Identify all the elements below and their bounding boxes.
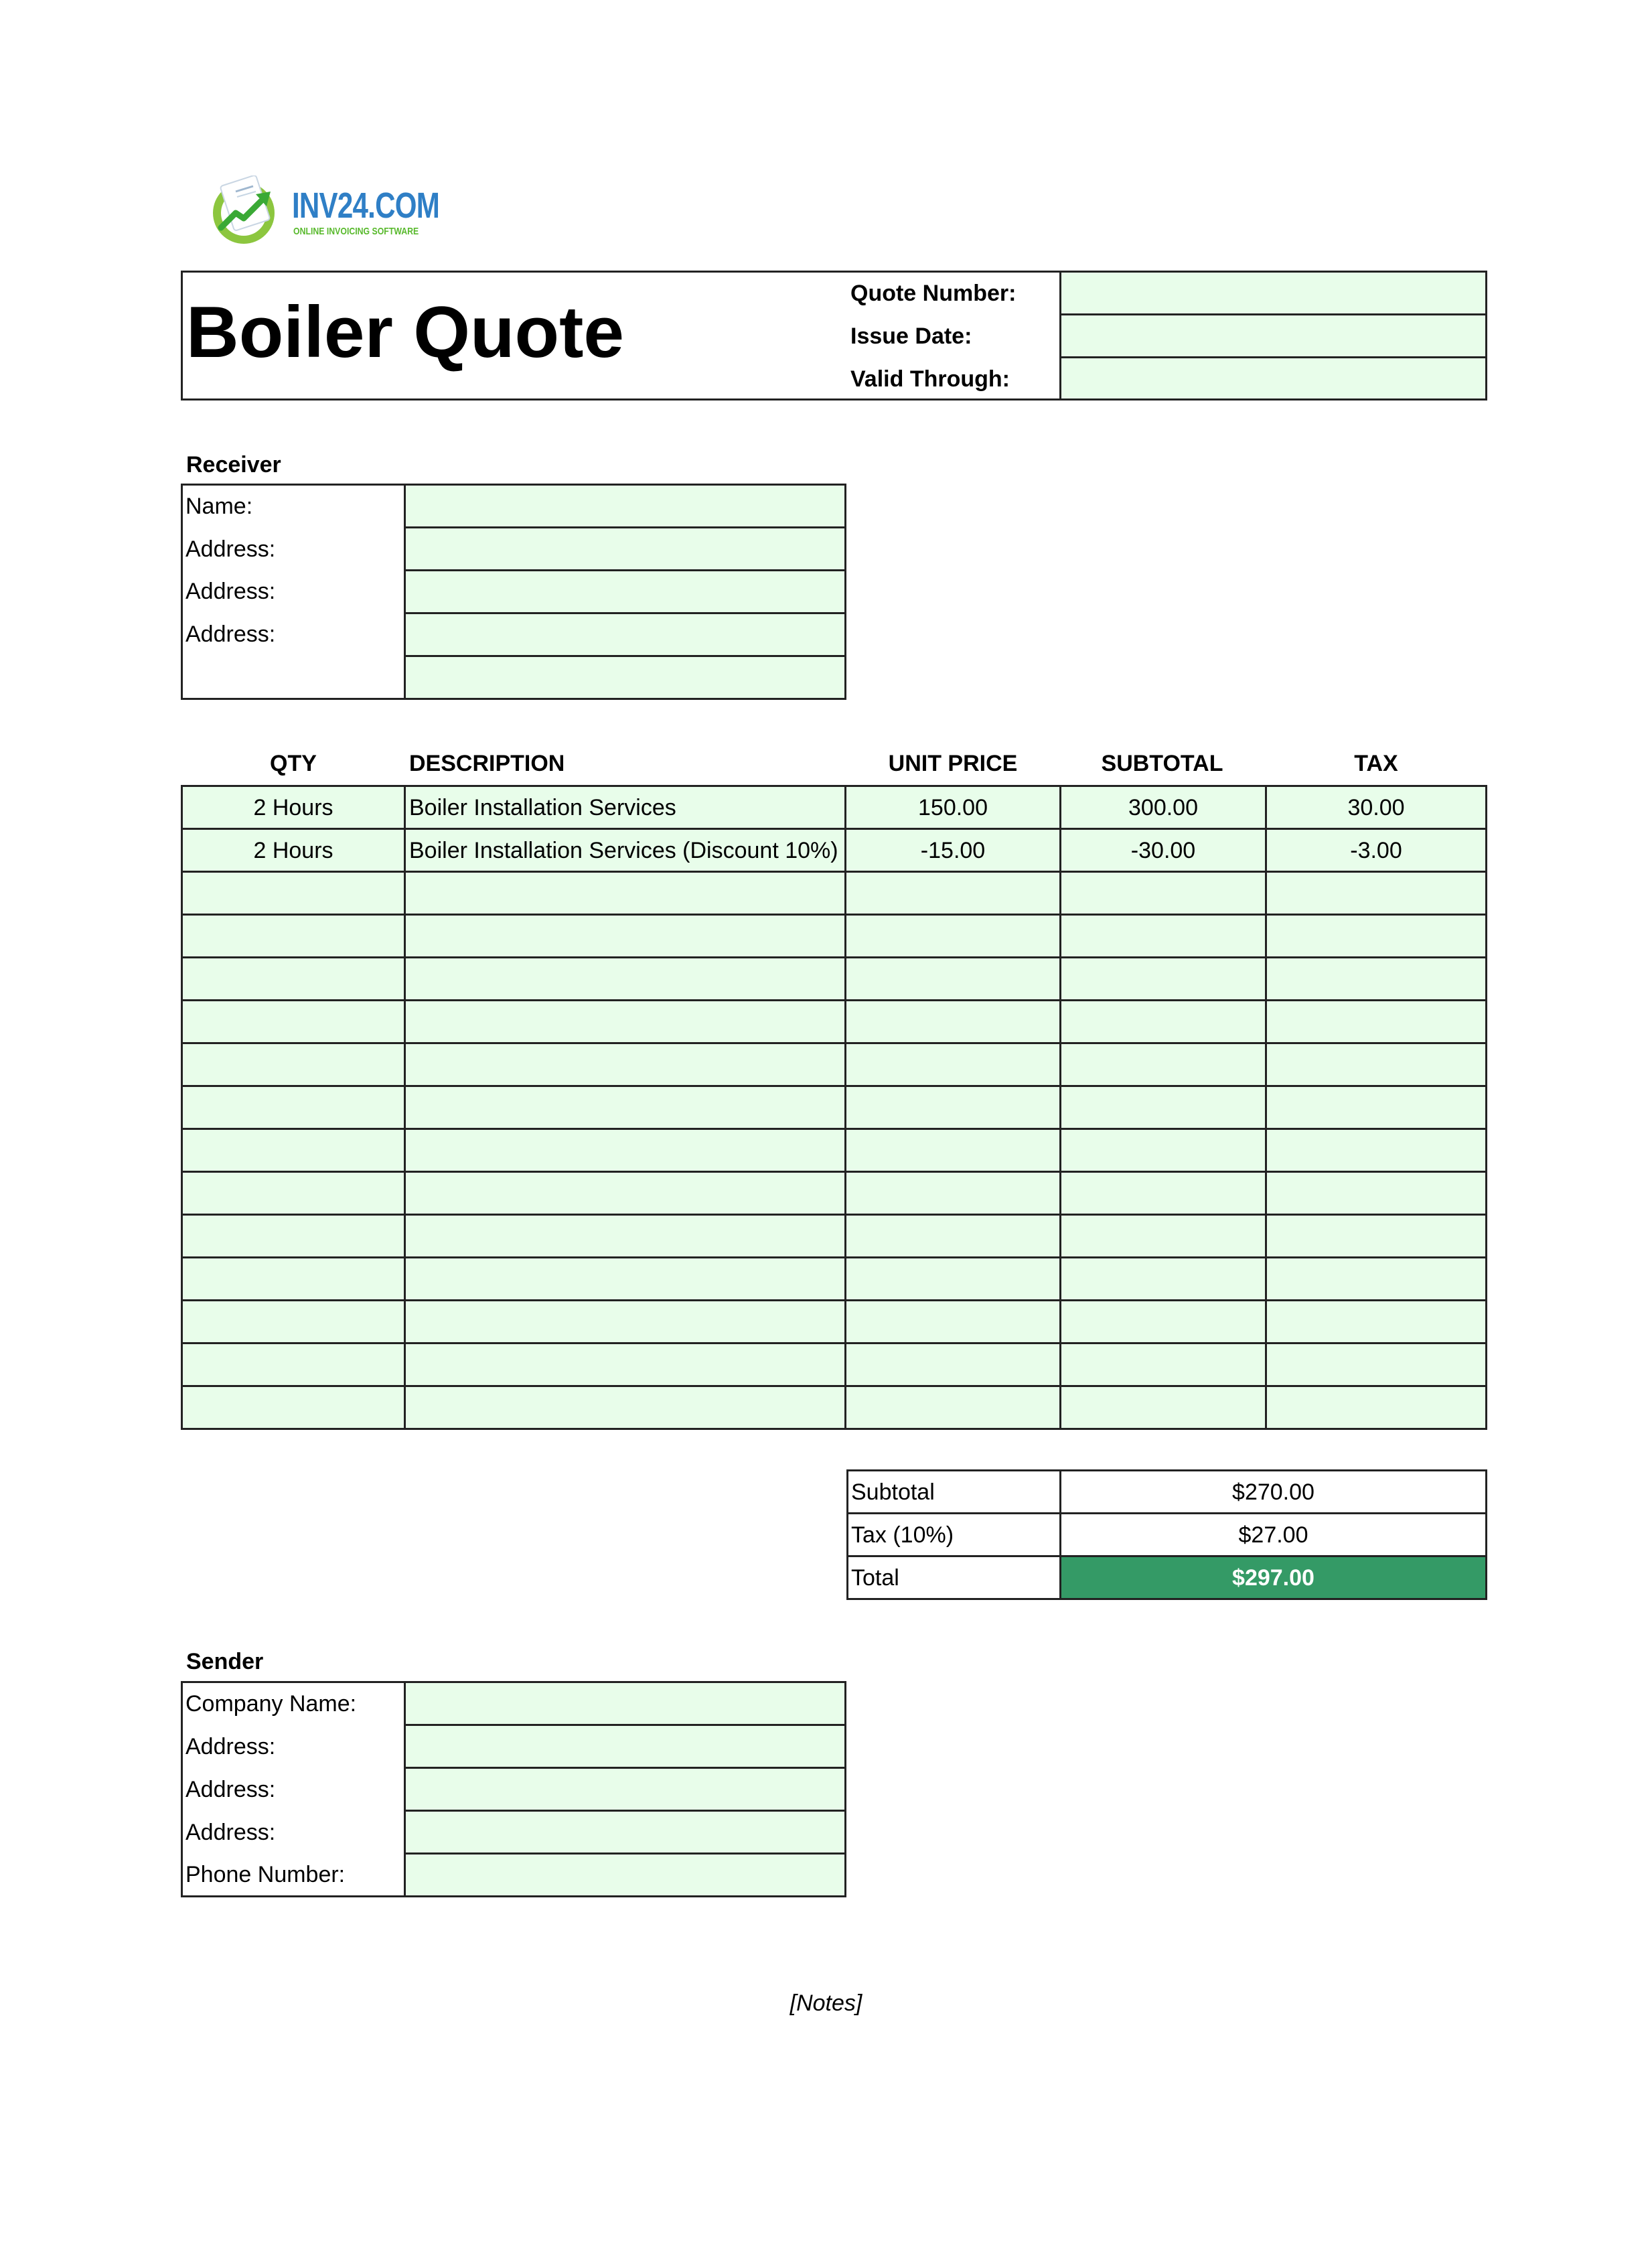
- item-cell-description[interactable]: [404, 1385, 846, 1430]
- item-cell-description[interactable]: [404, 871, 846, 916]
- item-cell-unit-price[interactable]: [844, 956, 1061, 1001]
- item-cell-qty[interactable]: [181, 1385, 406, 1430]
- item-cell-qty[interactable]: [181, 1128, 406, 1173]
- item-cell-subtotal[interactable]: [1059, 1214, 1267, 1258]
- item-description-text: Boiler Installation Services: [409, 795, 676, 820]
- item-tax-text: 30.00: [1347, 795, 1405, 820]
- item-cell-subtotal[interactable]: [1059, 1085, 1267, 1130]
- item-cell-subtotal[interactable]: [1059, 999, 1267, 1044]
- receiver-address-label: Address:: [185, 622, 276, 647]
- item-subtotal-text: -30.00: [1130, 838, 1196, 863]
- item-cell-subtotal[interactable]: [1059, 1042, 1267, 1087]
- item-cell-subtotal[interactable]: [1059, 1385, 1267, 1430]
- item-cell-unit-price[interactable]: [844, 914, 1061, 958]
- receiver-extra-field[interactable]: [404, 655, 846, 700]
- item-cell-qty[interactable]: [181, 785, 406, 830]
- item-cell-qty[interactable]: [181, 1085, 406, 1130]
- item-cell-qty[interactable]: [181, 1299, 406, 1344]
- receiver-name-field[interactable]: [404, 484, 846, 528]
- tax-label: Tax (10%): [851, 1522, 954, 1548]
- item-cell-tax[interactable]: [1265, 914, 1487, 958]
- notes-text: [Notes]: [790, 1990, 862, 2016]
- item-cell-subtotal[interactable]: [1059, 1171, 1267, 1216]
- total-label: Total: [851, 1565, 899, 1591]
- item-cell-subtotal[interactable]: [1059, 956, 1267, 1001]
- item-cell-tax[interactable]: [1265, 1085, 1487, 1130]
- item-cell-description[interactable]: [404, 956, 846, 1001]
- item-description-text: Boiler Installation Services (Discount 10%): [409, 838, 838, 863]
- subtotal-value: $270.00: [1232, 1479, 1315, 1505]
- item-cell-tax[interactable]: [1265, 785, 1487, 830]
- logo-mark-icon: [209, 175, 284, 245]
- item-cell-qty[interactable]: [181, 1171, 406, 1216]
- page-title: Boiler Quote: [186, 291, 625, 373]
- sender-company-name-label: Company Name:: [185, 1691, 357, 1717]
- item-cell-tax[interactable]: [1265, 956, 1487, 1001]
- item-cell-unit-price[interactable]: [844, 1214, 1061, 1258]
- item-cell-description[interactable]: [404, 1042, 846, 1087]
- item-cell-qty[interactable]: [181, 1342, 406, 1387]
- item-cell-description[interactable]: [404, 1342, 846, 1387]
- item-cell-unit-price[interactable]: [844, 1128, 1061, 1173]
- total-value: $297.00: [1232, 1565, 1315, 1591]
- item-cell-qty[interactable]: [181, 999, 406, 1044]
- item-cell-unit-price[interactable]: [844, 999, 1061, 1044]
- receiver-address-label: Address:: [185, 536, 276, 562]
- item-cell-description[interactable]: [404, 1085, 846, 1130]
- sender-address-field[interactable]: [404, 1724, 846, 1769]
- column-header-unit-price: UNIT PRICE: [888, 751, 1018, 776]
- item-cell-unit-price[interactable]: [844, 1256, 1061, 1301]
- item-cell-description[interactable]: [404, 1214, 846, 1258]
- item-cell-tax[interactable]: [1265, 1042, 1487, 1087]
- item-cell-description[interactable]: [404, 1299, 846, 1344]
- logo-brand-text: INV24.COM: [292, 186, 440, 226]
- item-cell-unit-price[interactable]: [844, 1171, 1061, 1216]
- sender-address-label: Address:: [185, 1777, 276, 1802]
- receiver-address-field[interactable]: [404, 569, 846, 614]
- valid-through-field[interactable]: [1059, 356, 1487, 401]
- quote-number-field[interactable]: [1059, 271, 1487, 315]
- logo-tagline: ONLINE INVOICING SOFTWARE: [293, 226, 419, 237]
- item-cell-unit-price[interactable]: [844, 1042, 1061, 1087]
- item-cell-description[interactable]: [404, 1128, 846, 1173]
- item-cell-description[interactable]: [404, 785, 846, 830]
- item-cell-tax[interactable]: [1265, 828, 1487, 873]
- item-cell-unit-price[interactable]: [844, 785, 1061, 830]
- item-unit-price-text: 150.00: [918, 795, 988, 820]
- item-cell-description[interactable]: [404, 1171, 846, 1216]
- item-cell-qty[interactable]: [181, 1214, 406, 1258]
- item-cell-tax[interactable]: [1265, 1385, 1487, 1430]
- item-cell-qty[interactable]: [181, 956, 406, 1001]
- item-cell-qty[interactable]: [181, 871, 406, 916]
- item-subtotal-text: 300.00: [1128, 795, 1198, 820]
- item-cell-qty[interactable]: [181, 1042, 406, 1087]
- item-cell-description[interactable]: [404, 1256, 846, 1301]
- sender-company-name-field[interactable]: [404, 1681, 846, 1726]
- item-cell-tax[interactable]: [1265, 1299, 1487, 1344]
- issue-date-label: Issue Date:: [850, 323, 972, 349]
- item-cell-tax[interactable]: [1265, 1171, 1487, 1216]
- item-cell-subtotal[interactable]: [1059, 1342, 1267, 1387]
- item-unit-price-text: -15.00: [920, 838, 986, 863]
- item-cell-tax[interactable]: [1265, 1214, 1487, 1258]
- sender-address-label: Address:: [185, 1820, 276, 1845]
- item-cell-subtotal[interactable]: [1059, 785, 1267, 830]
- item-cell-description[interactable]: [404, 999, 846, 1044]
- column-header-description: DESCRIPTION: [409, 751, 565, 776]
- item-cell-subtotal[interactable]: [1059, 871, 1267, 916]
- quote-number-label: Quote Number:: [850, 281, 1017, 306]
- column-header-tax: TAX: [1354, 751, 1398, 776]
- item-cell-qty[interactable]: [181, 914, 406, 958]
- item-cell-unit-price[interactable]: [844, 828, 1061, 873]
- item-cell-tax[interactable]: [1265, 999, 1487, 1044]
- sender-address-field[interactable]: [404, 1767, 846, 1812]
- column-header-subtotal: SUBTOTAL: [1101, 751, 1223, 776]
- subtotal-label: Subtotal: [851, 1479, 935, 1505]
- item-cell-tax[interactable]: [1265, 871, 1487, 916]
- sender-phone-field[interactable]: [404, 1852, 846, 1897]
- item-tax-text: -3.00: [1350, 838, 1402, 863]
- sender-address-label: Address:: [185, 1734, 276, 1759]
- item-cell-subtotal[interactable]: [1059, 828, 1267, 873]
- receiver-address-field[interactable]: [404, 526, 846, 571]
- valid-through-label: Valid Through:: [850, 366, 1010, 392]
- item-cell-qty[interactable]: [181, 1256, 406, 1301]
- item-cell-qty[interactable]: [181, 828, 406, 873]
- item-cell-tax[interactable]: [1265, 1342, 1487, 1387]
- item-cell-unit-price[interactable]: [844, 1385, 1061, 1430]
- item-cell-subtotal[interactable]: [1059, 1128, 1267, 1173]
- receiver-heading: Receiver: [186, 452, 281, 478]
- receiver-name-label: Name:: [185, 494, 253, 519]
- receiver-address-label: Address:: [185, 579, 276, 604]
- item-cell-unit-price[interactable]: [844, 1342, 1061, 1387]
- receiver-address-field[interactable]: [404, 612, 846, 657]
- sender-phone-label: Phone Number:: [185, 1862, 346, 1887]
- item-cell-description[interactable]: [404, 914, 846, 958]
- tax-value: $27.00: [1238, 1522, 1308, 1548]
- item-qty-text: 2 Hours: [253, 795, 333, 820]
- company-logo: [209, 175, 447, 250]
- item-qty-text: 2 Hours: [253, 838, 333, 863]
- item-cell-description[interactable]: [404, 828, 846, 873]
- item-cell-unit-price[interactable]: [844, 871, 1061, 916]
- column-header-qty: QTY: [270, 751, 317, 776]
- item-cell-tax[interactable]: [1265, 1256, 1487, 1301]
- sender-heading: Sender: [186, 1649, 264, 1674]
- item-cell-subtotal[interactable]: [1059, 914, 1267, 958]
- item-cell-tax[interactable]: [1265, 1128, 1487, 1173]
- issue-date-field[interactable]: [1059, 313, 1487, 358]
- item-cell-subtotal[interactable]: [1059, 1256, 1267, 1301]
- item-cell-unit-price[interactable]: [844, 1085, 1061, 1130]
- sender-address-field[interactable]: [404, 1810, 846, 1855]
- item-cell-unit-price[interactable]: [844, 1299, 1061, 1344]
- item-cell-subtotal[interactable]: [1059, 1299, 1267, 1344]
